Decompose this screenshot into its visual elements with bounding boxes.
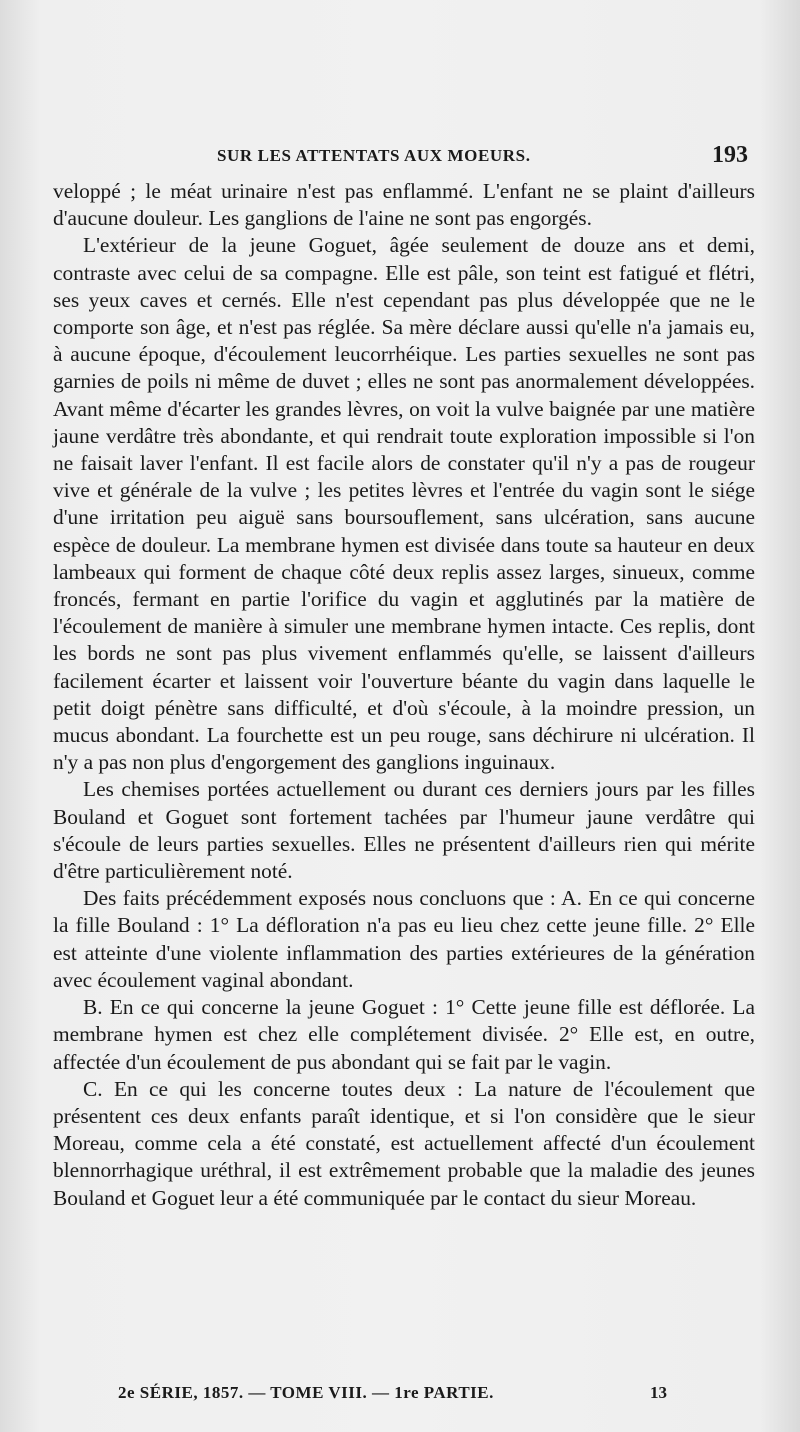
- body-text: [53, 178, 755, 1212]
- paragraph: Des faits précédemment exposés nous concluons que : A. En ce qui concerne la fille Bouland : 1° La défloration n'a pas eu lieu chez cette jeune fille. 2° Elle est atteinte d'une violente inflammation des parties extérieures de la génération avec écoulement vaginal abondant.: [53, 886, 755, 992]
- paragraph-continued: veloppé ; le méat urinaire n'est pas enflammé. L'enfant ne se plaint d'ailleurs d'aucune douleur. Les ganglions de l'aine ne sont pas engorgés.: [53, 179, 755, 231]
- paragraph: C. En ce qui les concerne toutes deux : La nature de l'écoulement que présentent ces deux enfants paraît identique, et si l'on considère que le sieur Moreau, comme cela a été constaté, est actuellement affecté d'un écoulement blennorrhagique uréthral, il est extrêmement probable que la maladie des jeunes Bouland et Goguet leur a été communiquée par le contact du sieur Moreau.: [53, 1076, 755, 1210]
- printer-signature: 2e SÉRIE, 1857. — TOME VIII. — 1re PARTIE.: [118, 1383, 494, 1402]
- page-number: 193: [712, 142, 748, 168]
- running-title: SUR LES ATTENTATS AUX MOEURS.: [217, 146, 531, 165]
- paragraph: L'extérieur de la jeune Goguet, âgée seulement de douze ans et demi, contraste avec celui de sa compagne. Elle est pâle, son teint est fatigué et flétri, ses yeux caves et cernés. Elle n'est cependant pas plus développée que ne le comporte son âge, et n'est pas réglée. Sa mère déclare aussi qu'elle n'a jamais eu, à aucune époque, d'écoulement leucorrhéique. Les parties sexuelles ne sont pas garnies de poils ni même de duvet ; elles ne sont pas anormalement développées. Avant même d'écarter les grandes lèvres, on voit la vulve baignée par une matière jaune verdâtre très abondante, et qui rendrait toute exploration impossible si l'on ne faisait laver l'enfant. Il est facile alors de constater qu'il n'y a pas de rougeur vive et générale de la vulve ; les petites lèvres et l'entrée du vagin sont le siége d'une irritation peu aiguë sans boursouflement, sans ulcération, sans aucune espèce de douleur. La membrane hymen est divisée dans toute sa hauteur en deux lambeaux qui forment de chaque côté deux replis assez larges, sinueux, comme froncés, fermant en partie l'orifice du vagin et agglutinés par la matière de l'écoulement de manière à simuler une membrane hymen intacte. Ces replis, dont les bords ne sont pas plus vivement enflammés qu'elle, se laissent d'ailleurs facilement écarter et laissent voir l'ouverture béante du vagin dans laquelle le petit doigt pénètre sans difficulté, et d'où s'écoule, à la moindre pression, un mucus abondant. La fourchette est un peu rouge, sans déchirure ni ulcération. Il n'y a pas non plus d'engorgement des ganglions inguinaux.: [53, 233, 755, 775]
- page-footer: [0, 1383, 800, 1413]
- page-header: [0, 142, 800, 176]
- sheet-number: 13: [650, 1383, 667, 1402]
- paragraph: Les chemises portées actuellement ou durant ces derniers jours par les filles Bouland et Goguet sont fortement tachées par l'humeur jaune verdâtre qui s'écoule de leurs parties sexuelles. Elles ne présentent d'ailleurs rien qui mérite d'être particulièrement noté.: [53, 777, 755, 884]
- paragraph: B. En ce qui concerne la jeune Goguet : 1° Cette jeune fille est déflorée. La membrane hymen est chez elle complétement divisée. 2° Elle est, en outre, affectée d'un écoulement de pus abondant qui se fait par le vagin.: [53, 995, 755, 1074]
